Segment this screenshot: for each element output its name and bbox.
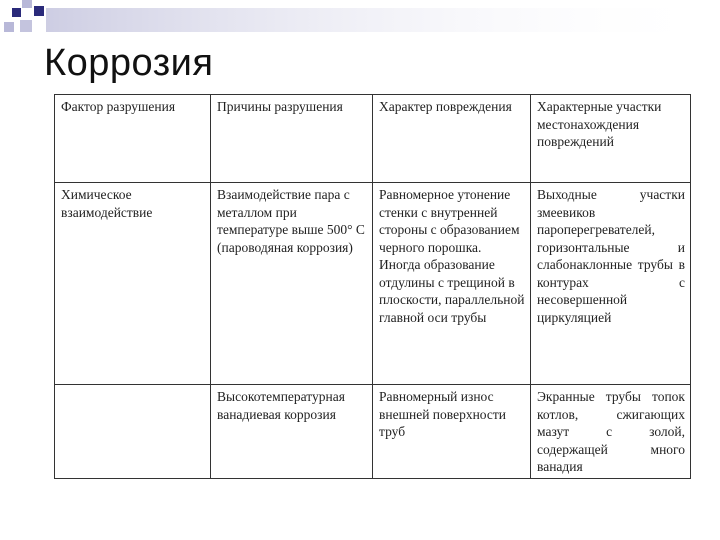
- table-cell: Взаимодействие пара с металлом при температуре выше 500° С (пароводяная коррозия): [211, 183, 373, 385]
- header-cell: Характерные участки местонахождения повреждений: [531, 95, 691, 183]
- header-cell: Причины разрушения: [211, 95, 373, 183]
- table-header-row: [55, 95, 691, 183]
- table-cell: [55, 385, 211, 479]
- corner-decoration: [0, 0, 720, 40]
- deco-gradient-bar: [46, 8, 720, 32]
- slide-title: Коррозия: [44, 42, 214, 84]
- deco-square-light-2: [20, 20, 32, 32]
- deco-square-dark-1: [12, 8, 21, 17]
- table-cell: Равномерное утонение стенки с внутренней стороны с образованием черного порошка. Иногда образование отдулины с трещиной в плоскости, параллельной главной оси трубы: [373, 183, 531, 385]
- deco-square-dark-2: [34, 6, 44, 16]
- table-row: [55, 183, 691, 385]
- deco-square-light-3: [4, 22, 14, 32]
- header-cell: Характер повреждения: [373, 95, 531, 183]
- table-cell: Экранные трубы топок котлов, сжигающих мазут с золой, содержащей много ванадия: [531, 385, 691, 479]
- corrosion-table: [54, 94, 691, 479]
- table-cell: Высокотемпературная ванадиевая коррозия: [211, 385, 373, 479]
- deco-square-light-1: [22, 0, 32, 8]
- table-row: [55, 385, 691, 479]
- table-cell: Выходные участки змеевиков пароперегревателей, горизонтальные и слабонаклонные трубы в контурах с несовершенной циркуляцией: [531, 183, 691, 385]
- table-cell: Химическое взаимодействие: [55, 183, 211, 385]
- header-cell: Фактор разрушения: [55, 95, 211, 183]
- table-cell: Равномерный износ внешней поверхности труб: [373, 385, 531, 479]
